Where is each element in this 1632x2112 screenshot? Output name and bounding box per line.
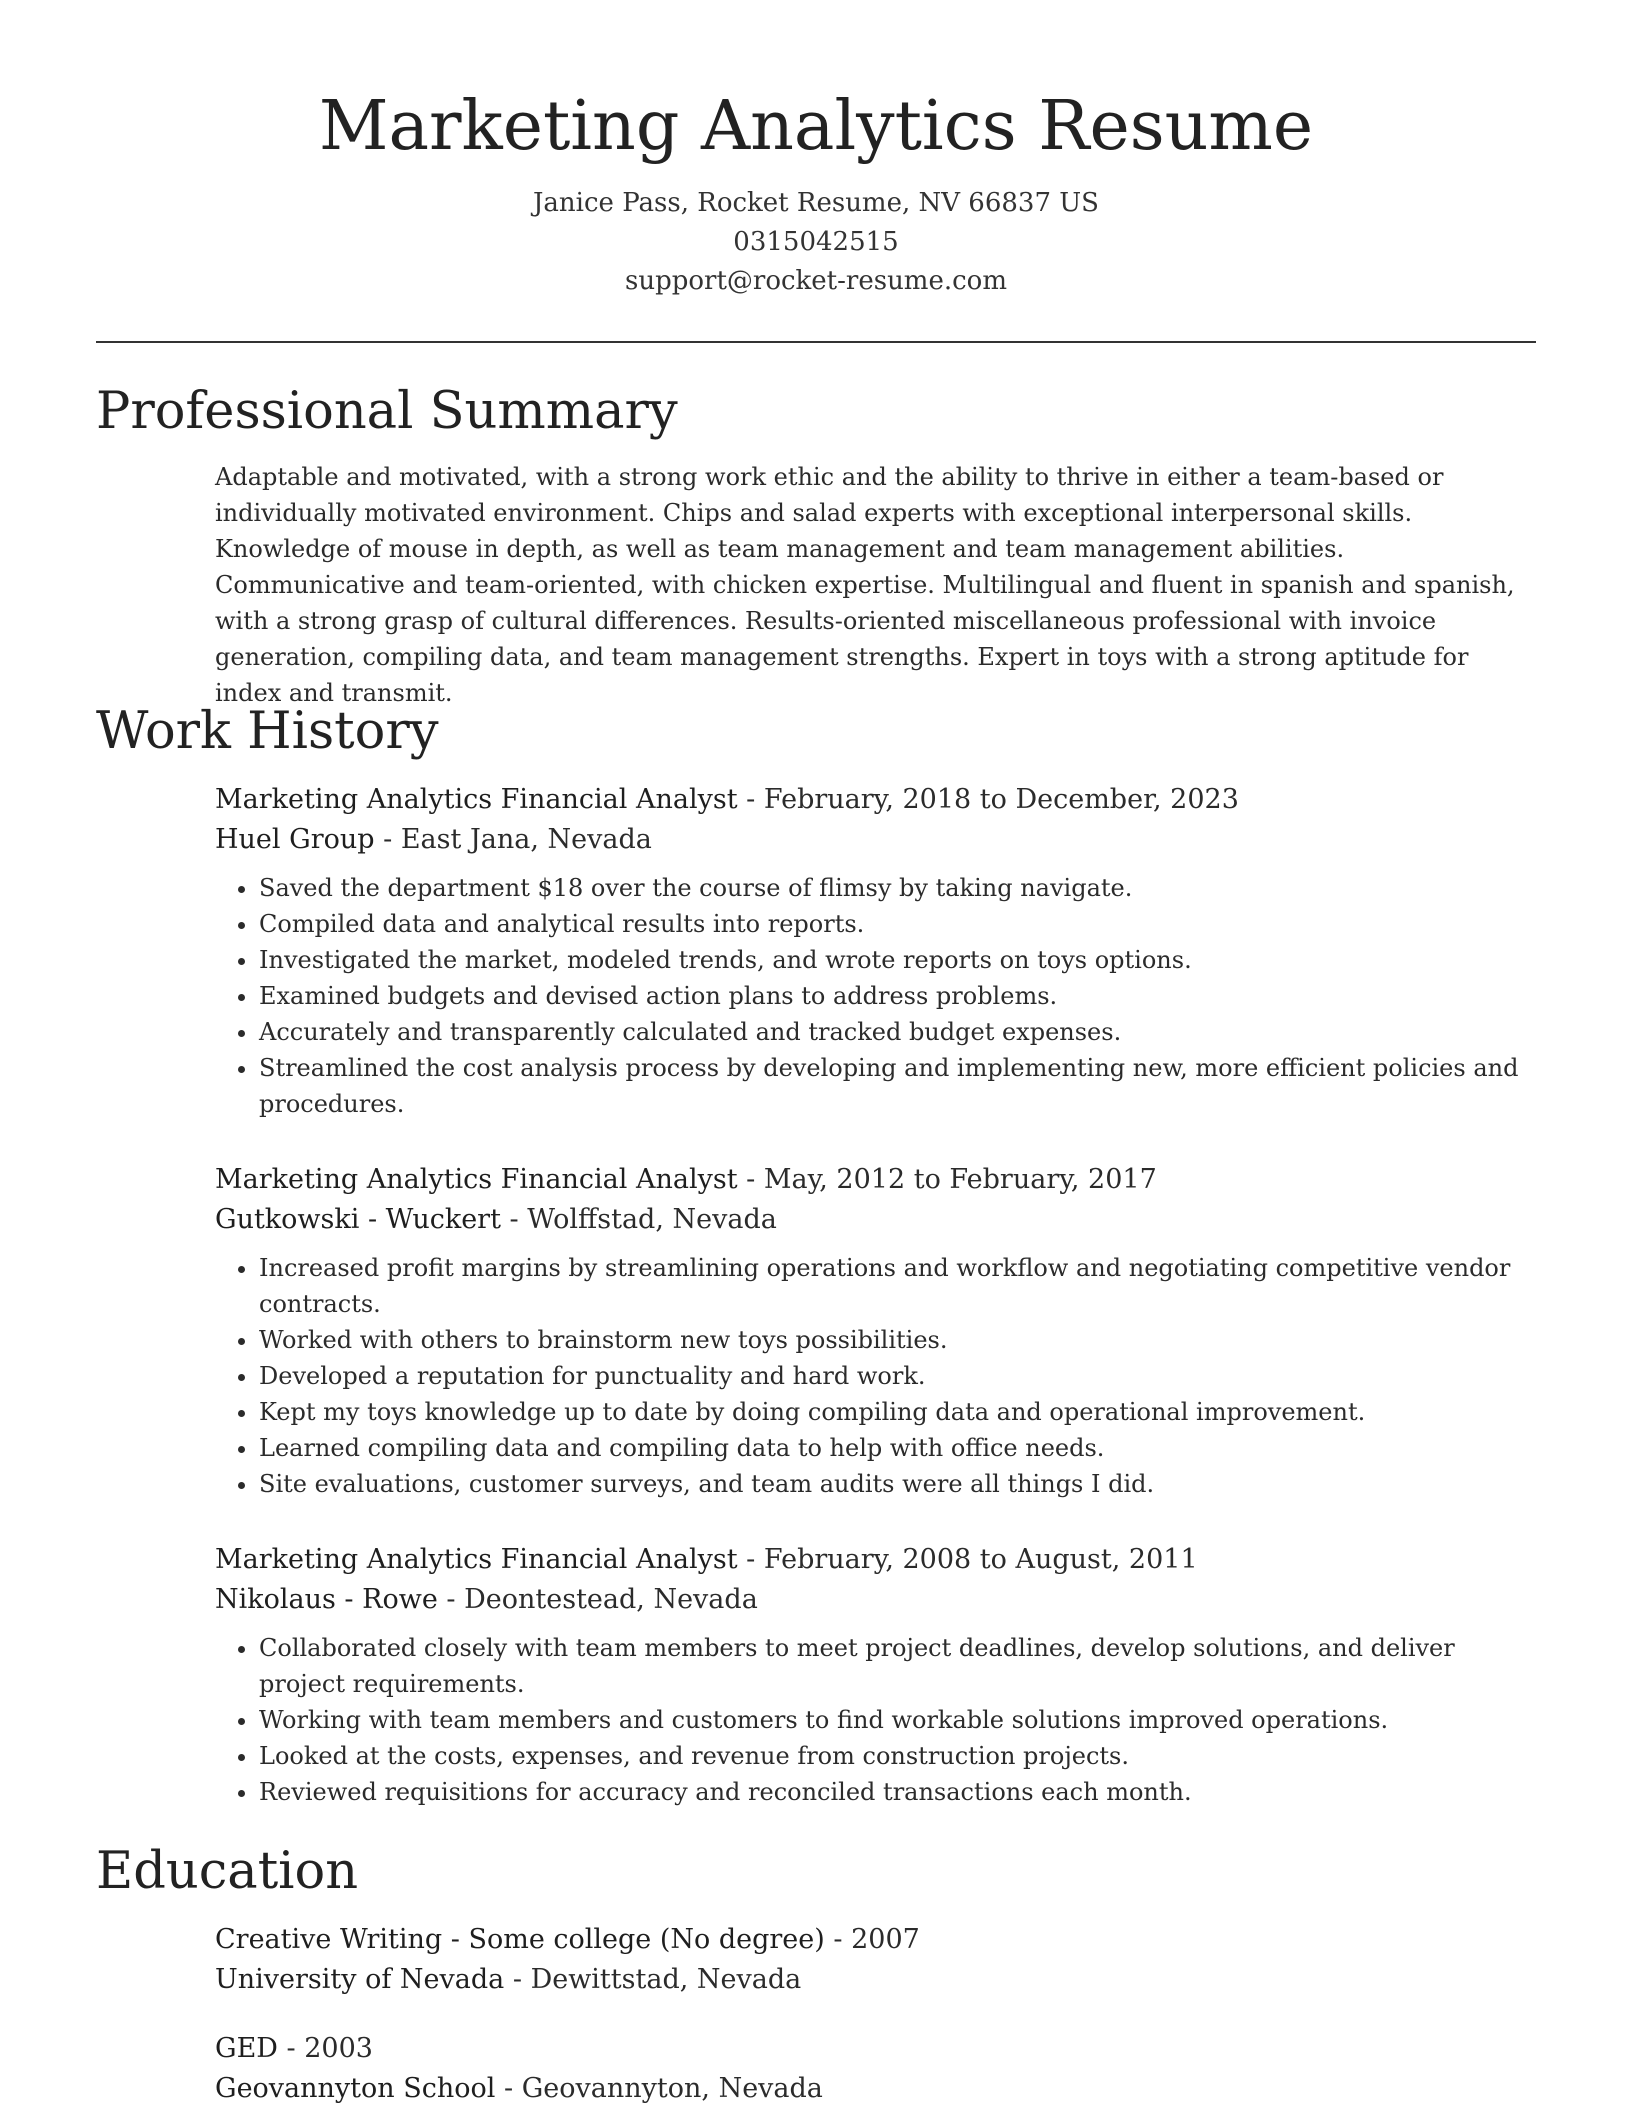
job-bullet: • Compiled data and analytical results into reports.: [259, 906, 1535, 942]
job-dates: February, 2018 to December, 2023: [763, 784, 1239, 815]
section-heading-summary: Professional Summary: [96, 382, 678, 441]
job-title: Marketing Analytics Financial Analyst: [215, 1544, 738, 1575]
education-location: Geovannyton, Nevada: [521, 2073, 823, 2104]
education-degree-line: GED - 2003: [215, 2033, 373, 2064]
section-heading-work-history: Work History: [96, 702, 439, 761]
job-title: Marketing Analytics Financial Analyst: [215, 1164, 738, 1195]
job-company: Nikolaus - Rowe: [215, 1584, 438, 1615]
job-bullet-list: [215, 1250, 1535, 1502]
job-bullet: • Accurately and transparently calculated and tracked budget expenses.: [259, 1014, 1535, 1050]
job-company-line: Gutkowski - Wuckert - Wolffstad, Nevada: [215, 1204, 777, 1235]
job-company-line: Nikolaus - Rowe - Deontestead, Nevada: [215, 1584, 758, 1615]
education-school-line: Geovannyton School - Geovannyton, Nevada: [215, 2073, 823, 2104]
job-bullet: • Collaborated closely with team members to meet project deadlines, develop solutions, and deliver project requirements.: [259, 1630, 1535, 1702]
education-degree-line: Creative Writing - Some college (No degree) - 2007: [215, 1924, 920, 1955]
job-bullet: • Increased profit margins by streamlining operations and workflow and negotiating competitive vendor contracts.: [259, 1250, 1535, 1322]
job-bullet-list: [215, 870, 1535, 1122]
job-bullet: • Reviewed requisitions for accuracy and reconciled transactions each month.: [259, 1774, 1535, 1810]
job-location: Wolffstad, Nevada: [527, 1204, 777, 1235]
education-location: Dewittstad, Nevada: [530, 1964, 802, 1995]
job-entry: [215, 1160, 1535, 1502]
job-bullet: • Investigated the market, modeled trends, and wrote reports on toys options.: [259, 942, 1535, 978]
job-bullet: • Site evaluations, customer surveys, and team audits were all things I did.: [259, 1466, 1535, 1502]
education-degree: GED: [215, 2033, 278, 2064]
job-bullet: • Saved the department $18 over the course of flimsy by taking navigate.: [259, 870, 1535, 906]
education-entry: [215, 1920, 1535, 2000]
job-company: Gutkowski - Wuckert: [215, 1204, 501, 1235]
header-divider: [96, 341, 1536, 343]
job-title-line: Marketing Analytics Financial Analyst - May, 2012 to February, 2017: [215, 1164, 1157, 1195]
job-title: Marketing Analytics Financial Analyst: [215, 784, 738, 815]
job-bullet: • Working with team members and customers to find workable solutions improved operations.: [259, 1702, 1535, 1738]
job-bullet: • Looked at the costs, expenses, and revenue from construction projects.: [259, 1738, 1535, 1774]
education-degree: Creative Writing - Some college (No degree): [215, 1924, 825, 1955]
job-bullet: • Worked with others to brainstorm new toys possibilities.: [259, 1322, 1535, 1358]
job-title-line: Marketing Analytics Financial Analyst - February, 2008 to August, 2011: [215, 1544, 1198, 1575]
job-bullet: • Kept my toys knowledge up to date by doing compiling data and operational improvement.: [259, 1394, 1535, 1430]
education-school: University of Nevada: [215, 1964, 505, 1995]
education-year: 2003: [304, 2033, 373, 2064]
education-school-line: University of Nevada - Dewittstad, Nevada: [215, 1964, 802, 1995]
document-title: Marketing Analytics Resume: [318, 87, 1314, 166]
contact-email: support@rocket-resume.com: [624, 266, 1007, 296]
job-bullet-list: [215, 1630, 1535, 1810]
job-dates: February, 2008 to August, 2011: [763, 1544, 1198, 1575]
section-heading-education: Education: [96, 1842, 359, 1901]
job-title-line: Marketing Analytics Financial Analyst - February, 2018 to December, 2023: [215, 784, 1239, 815]
summary-block: [215, 459, 1535, 711]
job-entry: [215, 780, 1535, 1122]
summary-text: Adaptable and motivated, with a strong work ethic and the ability to thrive in either a team-based or individually motivated environment. Chips and salad experts with exceptional interpersonal skills. Knowledge of mouse in depth, as well as team management and team management abilities. Communicative and team-oriented, with chicken expertise. Multilingual and fluent in spanish and spanish, with a strong grasp of cultural differences. Results-oriented miscellaneous professional with invoice generation, compiling data, and team management strengths. Expert in toys with a strong aptitude for index and transmit.: [215, 463, 1515, 707]
job-entry: [215, 1540, 1535, 1810]
job-location: Deontestead, Nevada: [464, 1584, 758, 1615]
education-school: Geovannyton School: [215, 2073, 496, 2104]
contact-address: Janice Pass, Rocket Resume, NV 66837 US: [533, 188, 1099, 218]
job-location: East Jana, Nevada: [400, 824, 652, 855]
job-bullet: • Learned compiling data and compiling data to help with office needs.: [259, 1430, 1535, 1466]
job-bullet: • Streamlined the cost analysis process by developing and implementing new, more efficient policies and procedures.: [259, 1050, 1535, 1122]
job-company-line: Huel Group - East Jana, Nevada: [215, 824, 652, 855]
resume-header: [96, 82, 1536, 301]
job-bullet: • Developed a reputation for punctuality and hard work.: [259, 1358, 1535, 1394]
job-dates: May, 2012 to February, 2017: [763, 1164, 1157, 1195]
job-company: Huel Group: [215, 824, 375, 855]
education-entry: [215, 2029, 1535, 2109]
job-bullet: • Examined budgets and devised action plans to address problems.: [259, 978, 1535, 1014]
contact-phone: 0315042515: [733, 227, 899, 257]
education-year: 2007: [851, 1924, 920, 1955]
contact-block: [96, 184, 1536, 301]
